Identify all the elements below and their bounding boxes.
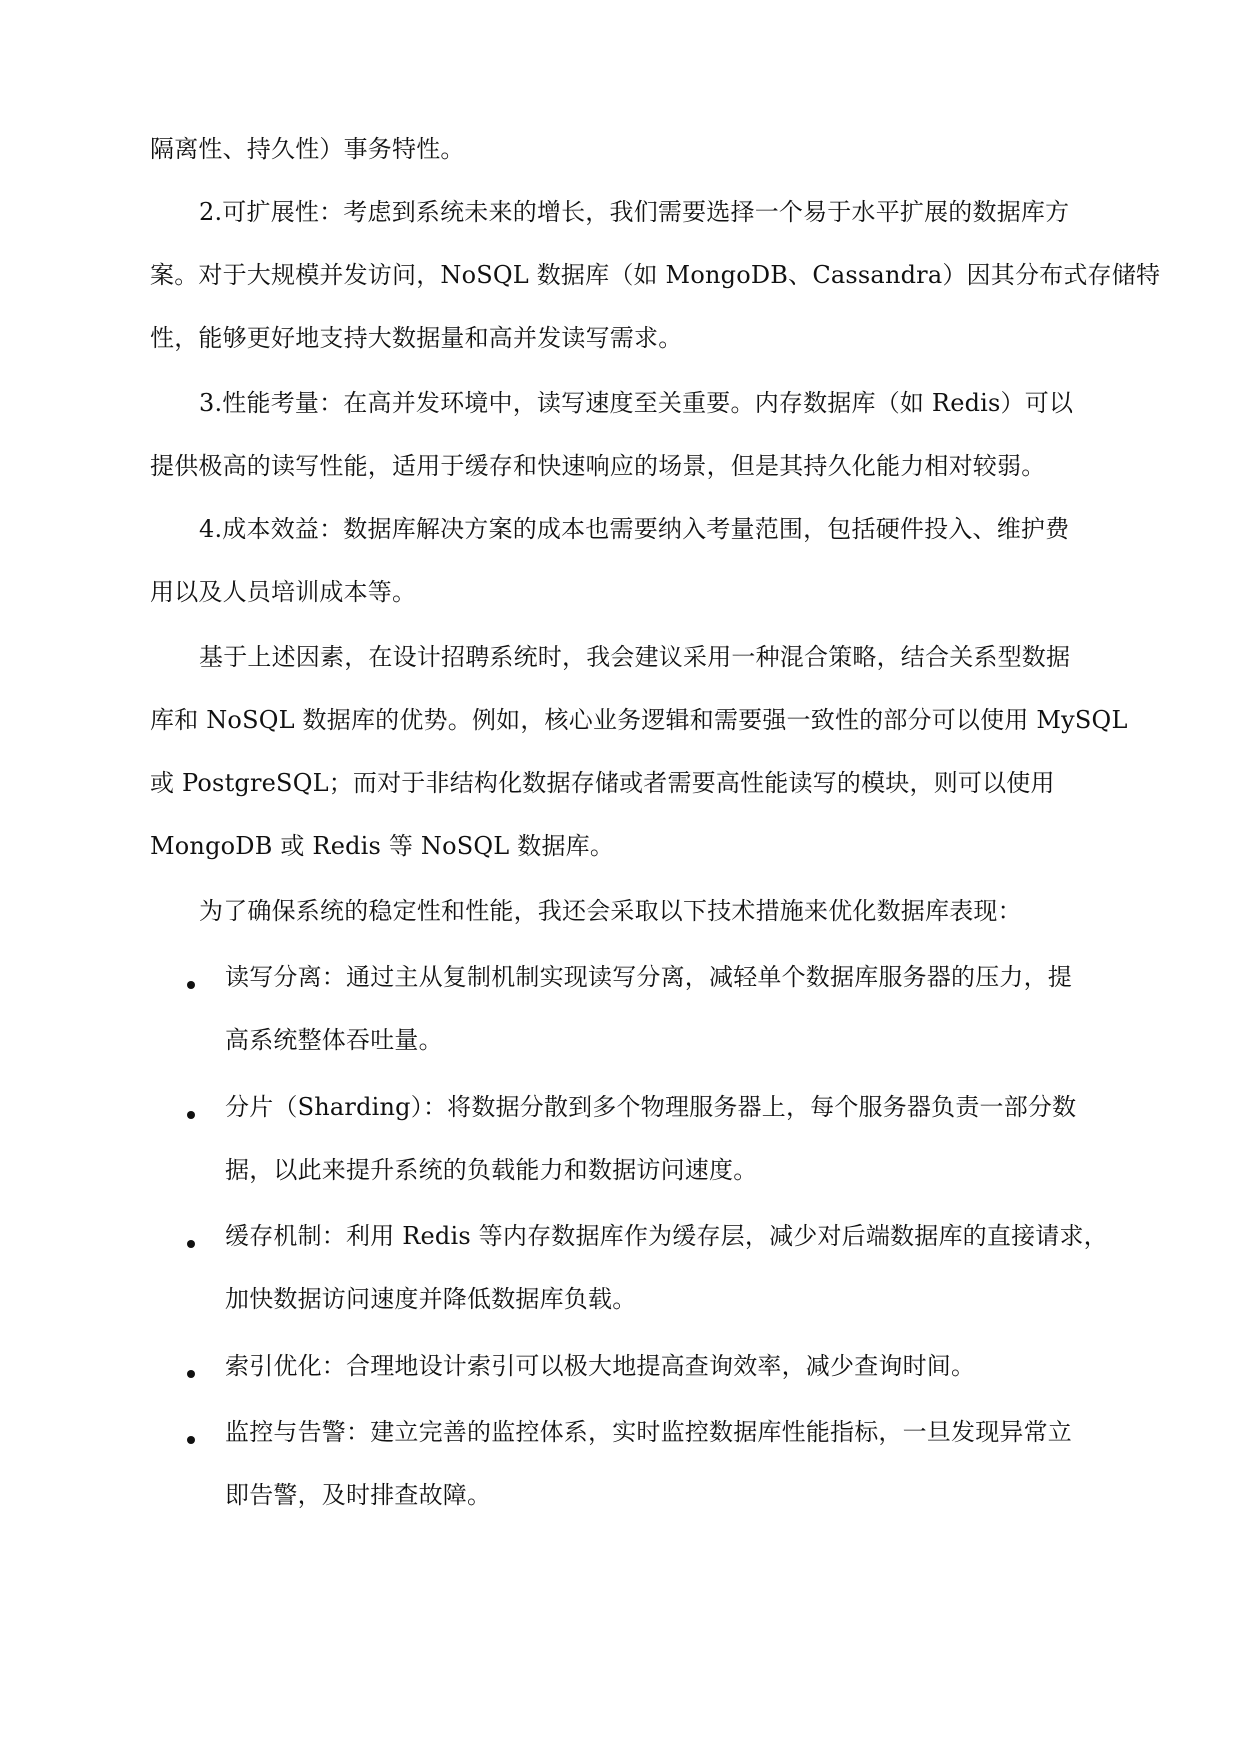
bullet-item-line: 即告警，及时排查故障。 [225, 1481, 492, 1509]
bullet-dot [187, 1436, 195, 1444]
bullet-item-line: 高系统整体吞吐量。 [225, 1026, 443, 1054]
paragraph-line: 提供极高的读写性能，适用于缓存和快速响应的场景，但是其持久化能力相对较弱。 [150, 452, 1046, 480]
paragraph-line: 2.可扩展性：考虑到系统未来的增长，我们需要选择一个易于水平扩展的数据库方 [199, 198, 1070, 226]
paragraph-line: 案。对于大规模并发访问，NoSQL 数据库（如 MongoDB、Cassandra）因其分布式存储特 [150, 261, 1161, 289]
paragraph-line: 为了确保系统的稳定性和性能，我还会采取以下技术措施来优化数据库表现： [199, 897, 1022, 925]
bullet-dot [187, 1240, 195, 1248]
bullet-item-line: 加快数据访问速度并降低数据库负载。 [225, 1285, 637, 1313]
bullet-item-line: 缓存机制：利用 Redis 等内存数据库作为缓存层，减少对后端数据库的直接请求， [225, 1222, 1108, 1250]
bullet-item-line: 分片（Sharding）：将数据分散到多个物理服务器上，每个服务器负责一部分数 [225, 1093, 1077, 1121]
bullet-item-line: 据，以此来提升系统的负载能力和数据访问速度。 [225, 1156, 758, 1184]
paragraph-line: 4.成本效益：数据库解决方案的成本也需要纳入考量范围，包括硬件投入、维护费 [199, 515, 1070, 543]
paragraph-line: 用以及人员培训成本等。 [150, 578, 417, 606]
bullet-item-line: 监控与告警：建立完善的监控体系，实时监控数据库性能指标，一旦发现异常立 [225, 1418, 1072, 1446]
paragraph-line: 性，能够更好地支持大数据量和高并发读写需求。 [150, 324, 683, 352]
paragraph-line: 基于上述因素，在设计招聘系统时，我会建议采用一种混合策略，结合关系型数据 [199, 643, 1071, 671]
bullet-dot [187, 981, 195, 989]
paragraph-line: MongoDB 或 Redis 等 NoSQL 数据库。 [150, 832, 615, 860]
bullet-item-line: 读写分离：通过主从复制机制实现读写分离，减轻单个数据库服务器的压力，提 [225, 963, 1072, 991]
bullet-dot [187, 1111, 195, 1119]
paragraph-line: 库和 NoSQL 数据库的优势。例如，核心业务逻辑和需要强一致性的部分可以使用 MySQL [150, 706, 1128, 734]
bullet-item-line: 索引优化：合理地设计索引可以极大地提高查询效率，减少查询时间。 [225, 1352, 976, 1380]
paragraph-line: 或 PostgreSQL；而对于非结构化数据存储或者需要高性能读写的模块，则可以使用 [150, 769, 1055, 797]
paragraph-line: 3.性能考量：在高并发环境中，读写速度至关重要。内存数据库（如 Redis）可以 [199, 389, 1074, 417]
paragraph-line: 隔离性、持久性）事务特性。 [150, 135, 465, 163]
bullet-dot [187, 1370, 195, 1378]
